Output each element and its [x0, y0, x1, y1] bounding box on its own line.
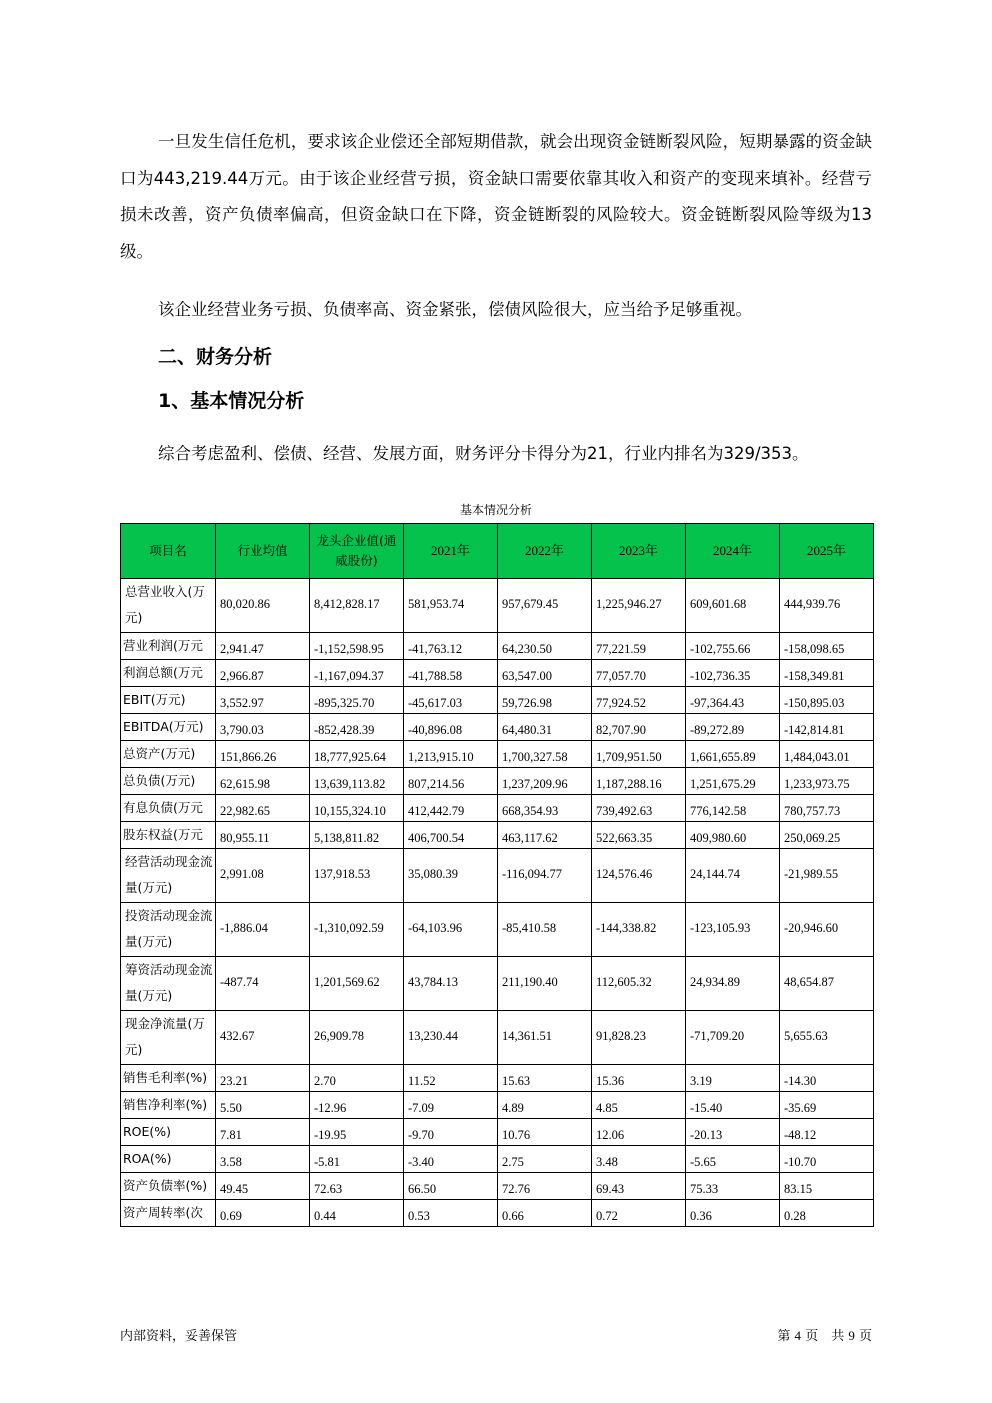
table-row [121, 1119, 874, 1146]
row-value: 3,790.03 [216, 714, 310, 741]
row-value: -116,094.77 [498, 849, 592, 903]
header-year-2023: 2023年 [592, 524, 686, 579]
row-value: 75.33 [686, 1173, 780, 1200]
row-label: 销售毛利率(%) [121, 1065, 216, 1092]
row-value: 1,251,675.29 [686, 768, 780, 795]
row-value: 23.21 [216, 1065, 310, 1092]
row-label: ROA(%) [121, 1146, 216, 1173]
row-value: -487.74 [216, 957, 310, 1011]
section-heading: 二、财务分析 [158, 346, 273, 368]
header-year-2024: 2024年 [686, 524, 780, 579]
header-item-name: 项目名 [121, 524, 216, 579]
row-value: 1,661,655.89 [686, 741, 780, 768]
row-value: 3.58 [216, 1146, 310, 1173]
row-value: -41,788.58 [404, 660, 498, 687]
row-value: 72.63 [310, 1173, 404, 1200]
table-header-row [121, 524, 874, 579]
row-value: -20.13 [686, 1119, 780, 1146]
row-value: 250,069.25 [780, 822, 874, 849]
row-value: 4.85 [592, 1092, 686, 1119]
row-value: 1,700,327.58 [498, 741, 592, 768]
table-row [121, 1065, 874, 1092]
row-value: 112,605.32 [592, 957, 686, 1011]
row-value: -85,410.58 [498, 903, 592, 957]
row-value: 0.44 [310, 1200, 404, 1227]
header-year-2022: 2022年 [498, 524, 592, 579]
row-value: 24,144.74 [686, 849, 780, 903]
row-value: 8,412,828.17 [310, 579, 404, 633]
page-mid: 页 共 [805, 1329, 845, 1344]
risk-paragraph-text: 一旦发生信任危机，要求该企业偿还全部短期借款，就会出现资金链断裂风险，短期暴露的资金缺口为443,219.44万元。由于该企业经营亏损，资金缺口需要依靠其收入和资产的变现来填补。经营亏损未改善，资产负债率偏高，但资金缺口在下降，资金链断裂的风险较大。资金链断裂风险等级为13级。 [120, 132, 872, 261]
row-value: -14.30 [780, 1065, 874, 1092]
row-value: 43,784.13 [404, 957, 498, 1011]
summary-paragraph [120, 292, 872, 329]
table-row [121, 1200, 874, 1227]
row-value: -7.09 [404, 1092, 498, 1119]
row-value: 581,953.74 [404, 579, 498, 633]
row-value: 807,214.56 [404, 768, 498, 795]
row-value: -142,814.81 [780, 714, 874, 741]
row-value: 13,639,113.82 [310, 768, 404, 795]
row-value: 1,233,973.75 [780, 768, 874, 795]
row-value: 69.43 [592, 1173, 686, 1200]
row-value: 59,726.98 [498, 687, 592, 714]
table-row [121, 768, 874, 795]
score-paragraph-text: 综合考虑盈利、偿债、经营、发展方面，财务评分卡得分为21，行业内排名为329/353。 [158, 444, 809, 463]
row-value: 1,187,288.16 [592, 768, 686, 795]
row-value: 5.50 [216, 1092, 310, 1119]
summary-paragraph-text: 该企业经营业务亏损、负债率高、资金紧张，偿债风险很大，应当给予足够重视。 [158, 300, 752, 319]
row-value: 0.36 [686, 1200, 780, 1227]
row-value: 24,934.89 [686, 957, 780, 1011]
row-value: 14,361.51 [498, 1011, 592, 1065]
row-label: EBIT(万元) [121, 687, 216, 714]
row-value: -1,310,092.59 [310, 903, 404, 957]
row-value: -1,152,598.95 [310, 633, 404, 660]
row-value: 49.45 [216, 1173, 310, 1200]
row-value: 776,142.58 [686, 795, 780, 822]
row-value: 3.19 [686, 1065, 780, 1092]
row-value: 5,138,811.82 [310, 822, 404, 849]
table-row [121, 903, 874, 957]
row-value: 211,190.40 [498, 957, 592, 1011]
row-value: 412,442.79 [404, 795, 498, 822]
table-row [121, 822, 874, 849]
row-value: 409,980.60 [686, 822, 780, 849]
row-value: 12.06 [592, 1119, 686, 1146]
row-value: 72.76 [498, 1173, 592, 1200]
row-value: 444,939.76 [780, 579, 874, 633]
table-row [121, 795, 874, 822]
row-value: -852,428.39 [310, 714, 404, 741]
row-value: -45,617.03 [404, 687, 498, 714]
row-value: 2.70 [310, 1065, 404, 1092]
row-value: -895,325.70 [310, 687, 404, 714]
header-leader-value: 龙头企业值(通威股份) [310, 524, 404, 579]
row-value: 10.76 [498, 1119, 592, 1146]
row-label: 营业利润(万元 [121, 633, 216, 660]
row-value: -158,098.65 [780, 633, 874, 660]
row-value: 1,213,915.10 [404, 741, 498, 768]
footer-page-number [777, 1325, 872, 1344]
row-value: 0.53 [404, 1200, 498, 1227]
row-value: -89,272.89 [686, 714, 780, 741]
table-row [121, 1173, 874, 1200]
row-value: 80,020.86 [216, 579, 310, 633]
row-value: -10.70 [780, 1146, 874, 1173]
table-row [121, 633, 874, 660]
row-label: 股东权益(万元 [121, 822, 216, 849]
row-label: 经营活动现金流量(万元) [121, 849, 216, 903]
row-label: 投资活动现金流量(万元) [121, 903, 216, 957]
row-label: 总负债(万元) [121, 768, 216, 795]
row-value: 151,866.26 [216, 741, 310, 768]
footer-confidential: 内部资料，妥善保管 [120, 1329, 238, 1344]
row-value: -158,349.81 [780, 660, 874, 687]
row-value: 64,480.31 [498, 714, 592, 741]
row-value: 463,117.62 [498, 822, 592, 849]
page-suffix: 页 [858, 1329, 872, 1344]
row-label: EBITDA(万元) [121, 714, 216, 741]
row-value: 3,552.97 [216, 687, 310, 714]
row-value: 1,484,043.01 [780, 741, 874, 768]
subsection-heading: 1、基本情况分析 [158, 390, 305, 412]
table-row [121, 741, 874, 768]
row-value: 15.63 [498, 1065, 592, 1092]
row-value: 1,225,946.27 [592, 579, 686, 633]
row-value: 124,576.46 [592, 849, 686, 903]
risk-paragraph [120, 124, 872, 270]
row-value: 80,955.11 [216, 822, 310, 849]
row-value: 0.72 [592, 1200, 686, 1227]
row-value: 83.15 [780, 1173, 874, 1200]
row-value: 2.75 [498, 1146, 592, 1173]
header-industry-avg: 行业均值 [216, 524, 310, 579]
row-value: 1,709,951.50 [592, 741, 686, 768]
basic-analysis-table [120, 523, 874, 1227]
row-value: -1,167,094.37 [310, 660, 404, 687]
row-value: -35.69 [780, 1092, 874, 1119]
row-value: -97,364.43 [686, 687, 780, 714]
row-value: 668,354.93 [498, 795, 592, 822]
header-year-2025: 2025年 [780, 524, 874, 579]
row-value: 77,221.59 [592, 633, 686, 660]
table-row [121, 849, 874, 903]
table-caption: 基本情况分析 [459, 503, 532, 517]
row-value: -71,709.20 [686, 1011, 780, 1065]
row-label: 筹资活动现金流量(万元) [121, 957, 216, 1011]
row-value: -1,886.04 [216, 903, 310, 957]
row-value: 82,707.90 [592, 714, 686, 741]
row-value: 0.66 [498, 1200, 592, 1227]
row-label: 资产周转率(次 [121, 1200, 216, 1227]
row-value: -15.40 [686, 1092, 780, 1119]
row-value: 35,080.39 [404, 849, 498, 903]
row-value: -123,105.93 [686, 903, 780, 957]
row-value: -9.70 [404, 1119, 498, 1146]
table-row [121, 1092, 874, 1119]
row-value: 957,679.45 [498, 579, 592, 633]
row-label: 有息负债(万元 [121, 795, 216, 822]
row-value: -144,338.82 [592, 903, 686, 957]
row-value: -102,755.66 [686, 633, 780, 660]
row-value: 406,700.54 [404, 822, 498, 849]
row-value: 0.69 [216, 1200, 310, 1227]
row-value: 522,663.35 [592, 822, 686, 849]
row-value: -64,103.96 [404, 903, 498, 957]
row-value: 739,492.63 [592, 795, 686, 822]
table-row [121, 579, 874, 633]
row-value: 1,237,209.96 [498, 768, 592, 795]
row-value: 1,201,569.62 [310, 957, 404, 1011]
row-value: 2,966.87 [216, 660, 310, 687]
row-value: 3.48 [592, 1146, 686, 1173]
score-paragraph [120, 436, 872, 473]
table-row [121, 1011, 874, 1065]
row-value: 5,655.63 [780, 1011, 874, 1065]
row-value: 432.67 [216, 1011, 310, 1065]
row-value: -48.12 [780, 1119, 874, 1146]
row-value: 0.28 [780, 1200, 874, 1227]
row-label: 利润总额(万元 [121, 660, 216, 687]
row-value: 18,777,925.64 [310, 741, 404, 768]
row-label: 销售净利率(%) [121, 1092, 216, 1119]
table-row [121, 660, 874, 687]
row-value: -20,946.60 [780, 903, 874, 957]
row-value: 2,941.47 [216, 633, 310, 660]
table-row [121, 957, 874, 1011]
row-value: 137,918.53 [310, 849, 404, 903]
page-prefix: 第 [777, 1329, 791, 1344]
row-value: -102,736.35 [686, 660, 780, 687]
row-value: 22,982.65 [216, 795, 310, 822]
row-value: -5.65 [686, 1146, 780, 1173]
row-value: 77,057.70 [592, 660, 686, 687]
header-year-2021: 2021年 [404, 524, 498, 579]
page-current: 4 [794, 1328, 802, 1343]
row-value: 4.89 [498, 1092, 592, 1119]
row-value: -19.95 [310, 1119, 404, 1146]
row-value: -21,989.55 [780, 849, 874, 903]
row-value: 64,230.50 [498, 633, 592, 660]
row-value: 48,654.87 [780, 957, 874, 1011]
row-label: 现金净流量(万元) [121, 1011, 216, 1065]
row-value: 77,924.52 [592, 687, 686, 714]
row-value: 91,828.23 [592, 1011, 686, 1065]
page-total: 9 [848, 1328, 855, 1343]
table-row [121, 687, 874, 714]
table-row [121, 1146, 874, 1173]
row-value: 11.52 [404, 1065, 498, 1092]
row-value: -150,895.03 [780, 687, 874, 714]
row-value: 780,757.73 [780, 795, 874, 822]
row-value: 15.36 [592, 1065, 686, 1092]
row-value: 66.50 [404, 1173, 498, 1200]
row-value: -5.81 [310, 1146, 404, 1173]
row-value: 13,230.44 [404, 1011, 498, 1065]
row-value: -3.40 [404, 1146, 498, 1173]
row-label: ROE(%) [121, 1119, 216, 1146]
row-label: 总营业收入(万元) [121, 579, 216, 633]
row-value: 609,601.68 [686, 579, 780, 633]
row-value: -40,896.08 [404, 714, 498, 741]
row-value: -12.96 [310, 1092, 404, 1119]
row-value: 62,615.98 [216, 768, 310, 795]
row-value: 7.81 [216, 1119, 310, 1146]
row-value: 26,909.78 [310, 1011, 404, 1065]
table-row [121, 714, 874, 741]
row-label: 总资产(万元) [121, 741, 216, 768]
row-value: 2,991.08 [216, 849, 310, 903]
row-value: 63,547.00 [498, 660, 592, 687]
row-value: -41,763.12 [404, 633, 498, 660]
row-label: 资产负债率(%) [121, 1173, 216, 1200]
row-value: 10,155,324.10 [310, 795, 404, 822]
